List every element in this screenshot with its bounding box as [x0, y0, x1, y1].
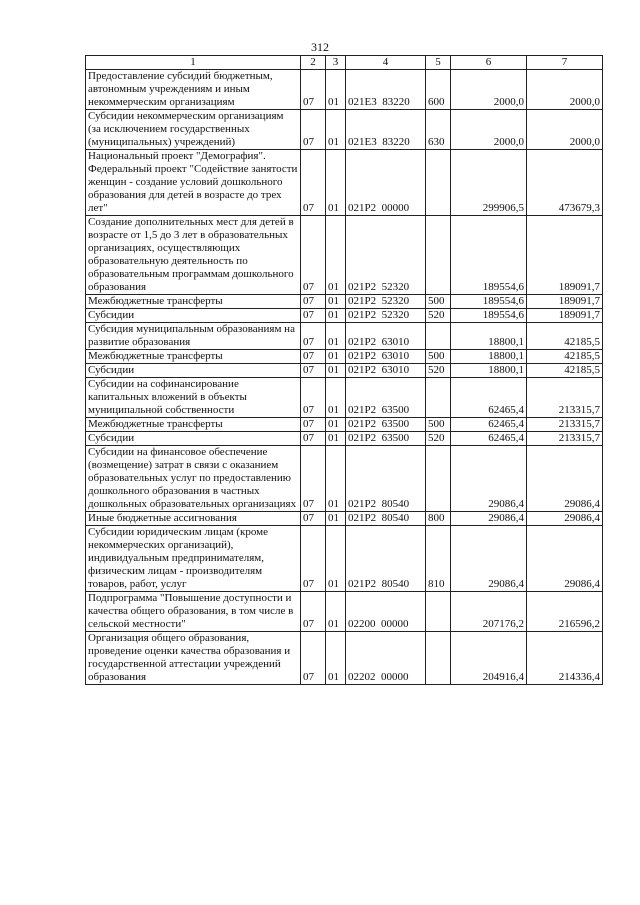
expense-type-code: 600 [426, 70, 451, 110]
section-code: 07 [301, 446, 326, 512]
section-code: 07 [301, 512, 326, 526]
subsection-code: 01 [326, 70, 346, 110]
amount-year-1: 18800,1 [451, 350, 527, 364]
row-name: Субсидии [86, 364, 301, 378]
subsection-code: 01 [326, 323, 346, 350]
subsection-code: 01 [326, 150, 346, 216]
amount-year-1: 29086,4 [451, 526, 527, 592]
table-row [86, 350, 603, 364]
amount-year-1: 29086,4 [451, 512, 527, 526]
row-name: Субсидии юридическим лицам (кроме некоммерческих организаций), индивидуальным предпринимателям, физическим лицам - производителям товаров, работ, услуг [86, 526, 301, 592]
subsection-code: 01 [326, 350, 346, 364]
page-number: 312 [311, 40, 329, 54]
row-name: Предоставление субсидий бюджетным, автономным учреждениям и иным некоммерческим организациям [86, 70, 301, 110]
amount-year-1: 18800,1 [451, 323, 527, 350]
target-article-code: 021P2 63500 [346, 378, 426, 418]
expense-type-code: 520 [426, 432, 451, 446]
table-row [86, 418, 603, 432]
table-row [86, 295, 603, 309]
target-article-code: 021P2 52320 [346, 216, 426, 295]
amount-year-2: 189091,7 [527, 295, 603, 309]
target-article-code: 021P2 52320 [346, 309, 426, 323]
amount-year-2: 213315,7 [527, 378, 603, 418]
row-name: Межбюджетные трансферты [86, 350, 301, 364]
amount-year-2: 29086,4 [527, 526, 603, 592]
amount-year-2: 42185,5 [527, 323, 603, 350]
expense-type-code: 800 [426, 512, 451, 526]
expense-type-code [426, 592, 451, 632]
expense-type-code [426, 323, 451, 350]
section-code: 07 [301, 309, 326, 323]
row-name: Создание дополнительных мест для детей в возрасте от 1,5 до 3 лет в образовательных организациях, осуществляющих образовательную деятельность по образовательным программам дошкольного образования [86, 216, 301, 295]
row-name: Субсидия муниципальным образованиям на развитие образования [86, 323, 301, 350]
amount-year-1: 62465,4 [451, 418, 527, 432]
section-code: 07 [301, 323, 326, 350]
section-code: 07 [301, 110, 326, 150]
target-article-code: 021P2 80540 [346, 446, 426, 512]
table-row [86, 592, 603, 632]
section-code: 07 [301, 70, 326, 110]
section-code: 07 [301, 350, 326, 364]
row-name: Подпрограмма "Повышение доступности и качества общего образования, в том числе в сельской местности" [86, 592, 301, 632]
table-header-row [86, 56, 603, 70]
expense-type-code [426, 446, 451, 512]
target-article-code: 021P2 63500 [346, 418, 426, 432]
table-row [86, 150, 603, 216]
amount-year-1: 204916,4 [451, 632, 527, 685]
target-article-code: 02200 00000 [346, 592, 426, 632]
subsection-code: 01 [326, 418, 346, 432]
section-code: 07 [301, 150, 326, 216]
expense-type-code [426, 378, 451, 418]
amount-year-2: 189091,7 [527, 216, 603, 295]
column-header: 2 [301, 56, 326, 70]
expense-type-code: 630 [426, 110, 451, 150]
target-article-code: 021P2 80540 [346, 512, 426, 526]
amount-year-1: 2000,0 [451, 70, 527, 110]
table-row [86, 70, 603, 110]
amount-year-1: 207176,2 [451, 592, 527, 632]
expense-type-code: 520 [426, 309, 451, 323]
table-row [86, 632, 603, 685]
table-row [86, 378, 603, 418]
subsection-code: 01 [326, 216, 346, 295]
amount-year-2: 214336,4 [527, 632, 603, 685]
amount-year-2: 216596,2 [527, 592, 603, 632]
target-article-code: 021P2 52320 [346, 295, 426, 309]
row-name: Межбюджетные трансферты [86, 295, 301, 309]
table-row [86, 216, 603, 295]
column-header: 7 [527, 56, 603, 70]
column-header: 1 [86, 56, 301, 70]
section-code: 07 [301, 216, 326, 295]
amount-year-1: 18800,1 [451, 364, 527, 378]
expense-type-code [426, 632, 451, 685]
row-name: Субсидии [86, 432, 301, 446]
subsection-code: 01 [326, 295, 346, 309]
column-header: 6 [451, 56, 527, 70]
subsection-code: 01 [326, 526, 346, 592]
column-header: 3 [326, 56, 346, 70]
row-name: Субсидии на финансовое обеспечение (возмещение) затрат в связи с оказанием образовательных услуг по предоставлению дошкольного образования в частных дошкольных образовательных организациях [86, 446, 301, 512]
target-article-code: 02202 00000 [346, 632, 426, 685]
subsection-code: 01 [326, 632, 346, 685]
subsection-code: 01 [326, 432, 346, 446]
amount-year-1: 189554,6 [451, 309, 527, 323]
amount-year-1: 29086,4 [451, 446, 527, 512]
target-article-code: 021E3 83220 [346, 110, 426, 150]
amount-year-2: 42185,5 [527, 350, 603, 364]
expense-type-code: 500 [426, 418, 451, 432]
column-header: 5 [426, 56, 451, 70]
amount-year-2: 213315,7 [527, 418, 603, 432]
subsection-code: 01 [326, 512, 346, 526]
amount-year-2: 473679,3 [527, 150, 603, 216]
section-code: 07 [301, 632, 326, 685]
amount-year-2: 2000,0 [527, 70, 603, 110]
subsection-code: 01 [326, 446, 346, 512]
table-row [86, 432, 603, 446]
table-row [86, 512, 603, 526]
amount-year-1: 189554,6 [451, 216, 527, 295]
section-code: 07 [301, 418, 326, 432]
amount-year-2: 29086,4 [527, 512, 603, 526]
row-name: Иные бюджетные ассигнования [86, 512, 301, 526]
amount-year-2: 2000,0 [527, 110, 603, 150]
budget-table [85, 55, 603, 685]
subsection-code: 01 [326, 378, 346, 418]
section-code: 07 [301, 378, 326, 418]
table-row [86, 446, 603, 512]
expense-type-code [426, 216, 451, 295]
target-article-code: 021P2 63500 [346, 432, 426, 446]
amount-year-1: 62465,4 [451, 378, 527, 418]
section-code: 07 [301, 295, 326, 309]
expense-type-code: 520 [426, 364, 451, 378]
row-name: Субсидии некоммерческим организациям (за исключением государственных (муниципальных) учреждений) [86, 110, 301, 150]
table-row [86, 110, 603, 150]
table-row [86, 364, 603, 378]
row-name: Национальный проект "Демография". Федеральный проект "Содействие занятости женщин - создание условий дошкольного образования для детей в возрасте до трех лет" [86, 150, 301, 216]
amount-year-2: 29086,4 [527, 446, 603, 512]
target-article-code: 021P2 63010 [346, 350, 426, 364]
table-row [86, 526, 603, 592]
target-article-code: 021P2 00000 [346, 150, 426, 216]
subsection-code: 01 [326, 309, 346, 323]
section-code: 07 [301, 432, 326, 446]
row-name: Субсидии на софинансирование капитальных вложений в объекты муниципальной собственности [86, 378, 301, 418]
amount-year-1: 2000,0 [451, 110, 527, 150]
row-name: Организация общего образования, проведение оценки качества образования и государственной аттестации учреждений образования [86, 632, 301, 685]
amount-year-1: 62465,4 [451, 432, 527, 446]
subsection-code: 01 [326, 364, 346, 378]
target-article-code: 021P2 63010 [346, 323, 426, 350]
section-code: 07 [301, 364, 326, 378]
table-row [86, 309, 603, 323]
subsection-code: 01 [326, 592, 346, 632]
target-article-code: 021P2 63010 [346, 364, 426, 378]
column-header: 4 [346, 56, 426, 70]
section-code: 07 [301, 526, 326, 592]
amount-year-2: 213315,7 [527, 432, 603, 446]
expense-type-code: 810 [426, 526, 451, 592]
table-row [86, 323, 603, 350]
amount-year-2: 42185,5 [527, 364, 603, 378]
amount-year-1: 189554,6 [451, 295, 527, 309]
section-code: 07 [301, 592, 326, 632]
target-article-code: 021E3 83220 [346, 70, 426, 110]
expense-type-code: 500 [426, 350, 451, 364]
row-name: Субсидии [86, 309, 301, 323]
expense-type-code [426, 150, 451, 216]
amount-year-1: 299906,5 [451, 150, 527, 216]
expense-type-code: 500 [426, 295, 451, 309]
row-name: Межбюджетные трансферты [86, 418, 301, 432]
amount-year-2: 189091,7 [527, 309, 603, 323]
subsection-code: 01 [326, 110, 346, 150]
target-article-code: 021P2 80540 [346, 526, 426, 592]
